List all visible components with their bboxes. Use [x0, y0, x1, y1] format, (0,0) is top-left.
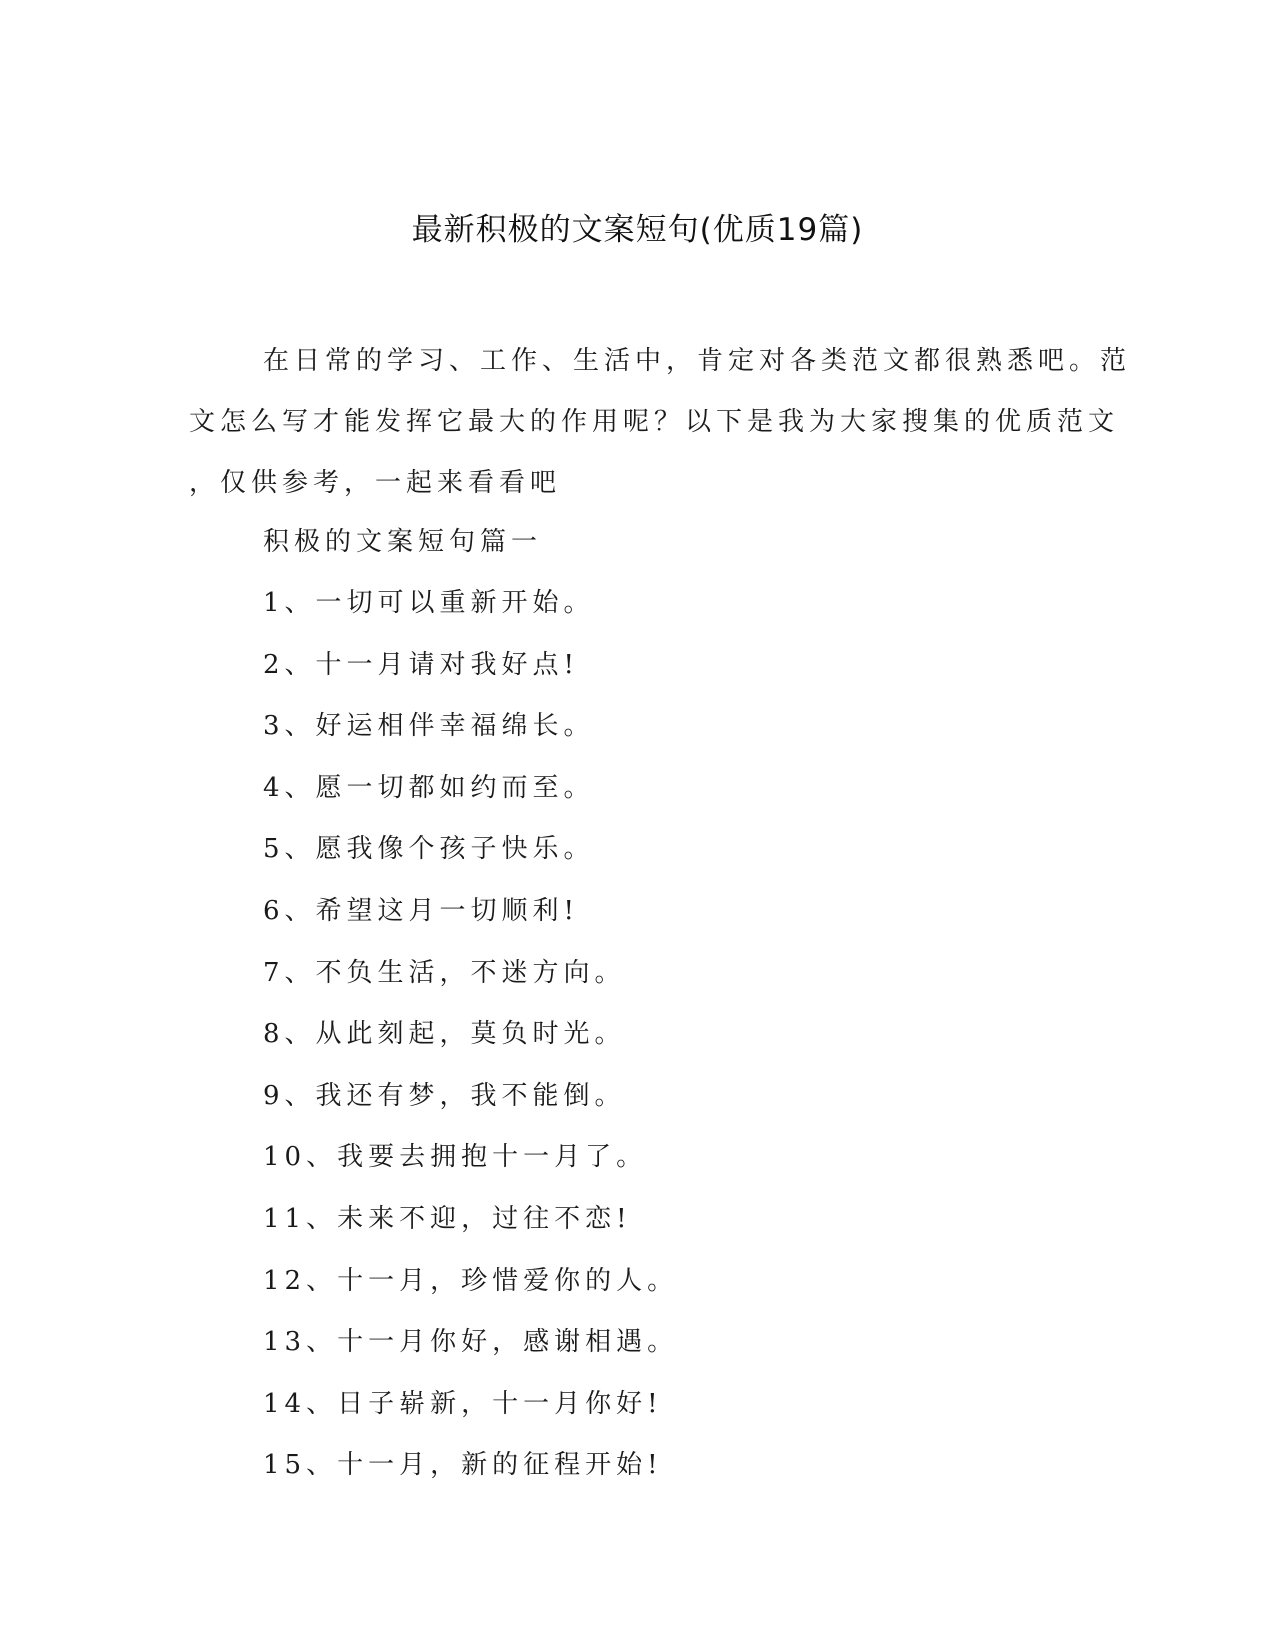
document-title: 最新积极的文案短句(优质19篇) — [411, 212, 864, 248]
list-item: 5、愿我像个孩子快乐。 — [263, 834, 595, 865]
list-item: 8、从此刻起，莫负时光。 — [263, 1019, 626, 1050]
section-heading: 积极的文案短句篇一 — [263, 527, 543, 557]
intro-line: 在日常的学习、工作、生活中，肯定对各类范文都很熟悉吧。范 — [263, 346, 1132, 376]
list-item: 15、十一月，新的征程开始! — [263, 1450, 663, 1481]
list-item: 12、十一月，珍惜爱你的人。 — [263, 1265, 679, 1296]
list-item: 4、愿一切都如约而至。 — [263, 772, 595, 803]
list-item: 9、我还有梦，我不能倒。 — [263, 1080, 626, 1111]
intro-paragraph — [189, 331, 1132, 514]
intro-line: ，仅供参考，一起来看看吧 — [189, 468, 562, 498]
list-item: 2、十一月请对我好点! — [263, 649, 579, 680]
phrase-list — [263, 573, 678, 1497]
list-item: 10、我要去拥抱十一月了。 — [263, 1142, 648, 1173]
list-item: 11、未来不迎，过往不恋! — [263, 1203, 632, 1234]
list-item: 7、不负生活，不迷方向。 — [263, 957, 626, 988]
list-item: 1、一切可以重新开始。 — [263, 588, 595, 618]
list-item: 13、十一月你好，感谢相遇。 — [263, 1327, 679, 1358]
list-item: 6、希望这月一切顺利! — [263, 895, 579, 926]
list-item: 14、日子崭新，十一月你好! — [263, 1388, 663, 1419]
list-item: 3、好运相伴幸福绵长。 — [263, 711, 595, 742]
intro-line: 文怎么写才能发挥它最大的作用呢？以下是我为大家搜集的优质范文 — [189, 407, 1120, 437]
